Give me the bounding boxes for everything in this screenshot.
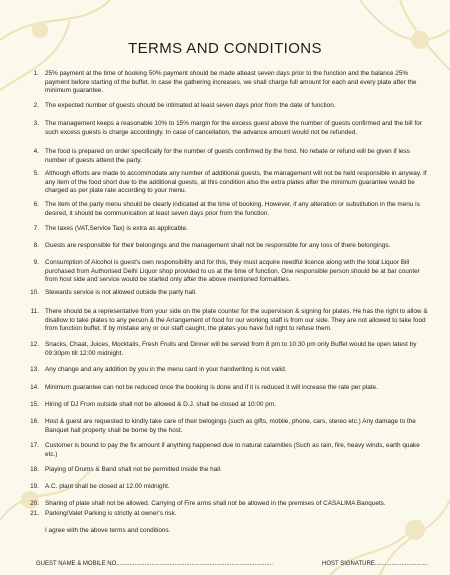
- term-text: Guests are responsible for their belongings and the management shall not be responsible for any loss of there belongings.: [45, 242, 391, 249]
- term-text: Any change and any addition by you in the menu card in your handwriting is not valid.: [45, 366, 287, 373]
- term-text: Minimum guarantee can not be reduced once the booking is done and if it is reduced it will increase the rate per plate.: [45, 384, 378, 391]
- term-text: Host & guest are requested to kindly take care of their belogings (such as gifts, mobile, phone, cars, stereo etc.) Any damage to the Banquet hall property shall be borne by the host.: [45, 418, 416, 434]
- term-text: Consumption of Alcohol is guest's own responsibility and for this, they must acquire needful licence along with the total Liquor Bill purchased from Authorised Delhi Liquor shop provided to us at the time of function. One responsible person should be at bar counter from host side and service would be started only after the above mentioned formalities.: [45, 259, 420, 284]
- term-number: 12.: [30, 341, 39, 348]
- term-number: 4.: [33, 148, 39, 155]
- term-number: 17.: [30, 442, 39, 449]
- agreement-text: I agree with the above terms and conditions.: [45, 527, 171, 534]
- term-number: 15.: [30, 401, 39, 408]
- term-text: The item of the party menu should be clearly indicated at the time of booking. However, if any alteration or substitution in the menu is desired, it should be communication at least seven days prior from the function.: [45, 201, 420, 217]
- term-text: There should be a representative from your side on the plate counter for the supervision & signing for plates. He has the right to allow & disallow to take plates to any person & the Arrangement of food for our working staff is from our side. They are not allowed to take food from function buffet. If by mistake any or our staff caught, the plates you have full right to refuse them.: [45, 308, 428, 333]
- host-signature-field[interactable]: HOST SIGNATURE................................: [322, 561, 429, 567]
- term-text: 25% payment at the time of booking 50% payment should be made atleast seven days prior to the function and the balance 25% payment before starting of the buffet. In case the gathering increases, we shall charge full amount for each and every plate after the minimum guarantee.: [45, 70, 417, 95]
- term-number: 13.: [30, 366, 39, 373]
- guest-name-mobile-field[interactable]: GUEST NAME & MOBILE NO..............................................................................................: [36, 561, 273, 567]
- term-number: 8.: [33, 242, 39, 249]
- term-number: 21.: [30, 510, 39, 517]
- term-text: The management keeps a reasonable 10% to 15% margin for the excess guest above the number of guests confirmed and the bill for such excess guests is charge accordingly. In case of cancellation, the advance amount would not be refunded.: [45, 120, 422, 136]
- term-number: 16.: [30, 418, 39, 425]
- term-text: Playing of Drums & Band shall not be permitted inside the hall.: [45, 466, 222, 473]
- term-number: 19.: [30, 483, 39, 490]
- term-number: 2.: [33, 102, 39, 109]
- term-text: The expected number of guests should be intimated at least seven days prior from the date of function.: [45, 102, 336, 109]
- term-text: Although efforts are made to accommodate any number of additional guests, the management will not be held responsible in anyway. If any item of the food short due to the additional guests, at this condition also the extra plates after the minimum guarantee would be charged as per plate rate according to your menu.: [45, 170, 427, 195]
- term-number: 9.: [33, 259, 39, 266]
- term-number: 1.: [33, 70, 39, 77]
- term-number: 5.: [33, 170, 39, 177]
- term-number: 11.: [30, 308, 39, 315]
- term-number: 7.: [33, 225, 39, 232]
- term-number: 18.: [30, 466, 39, 473]
- term-text: Stewards service is not allowed outside the party hall.: [45, 289, 197, 296]
- term-number: 3.: [33, 120, 39, 127]
- term-number: 20.: [30, 500, 39, 507]
- term-text: Snacks, Chaat, Juices, Mocktails, Fresh Fruits and Dinner will be served from 8 pm to 10:30 pm only Buffet would be open latest by 09:30pm till 12:00 midnight.: [45, 341, 417, 357]
- term-text: A.C. plant shall be closed at 12.00 midnight.: [45, 483, 170, 490]
- term-text: Sharing of plate shall not be allowed. Carrying of Fire arms shall not be allowed in the premises of CASALIMA Banquets.: [45, 500, 386, 507]
- term-text: Parking/Valet Parking is strictly at owner's risk.: [45, 510, 177, 517]
- term-text: The food is prepared on order specifically for the number of guests confirmed by the host. No rebate or refund will be given if less number of guests attend the party.: [45, 148, 410, 164]
- term-text: The taxes (VAT,Service Tax) is extra as applicable.: [45, 225, 188, 232]
- term-text: Hiring of DJ From outside shall not be allowed & D.J. shall be closed at 10:00 pm.: [45, 401, 276, 408]
- term-number: 14.: [30, 384, 39, 391]
- page-title: TERMS AND CONDITIONS: [128, 40, 322, 57]
- term-number: 6.: [33, 201, 39, 208]
- term-number: 10.: [30, 289, 39, 296]
- term-text: Customer is bound to pay the fix amount if anything happened due to natural calamities (Such as rain, fire, heavy winds, earth quake etc.): [45, 442, 420, 458]
